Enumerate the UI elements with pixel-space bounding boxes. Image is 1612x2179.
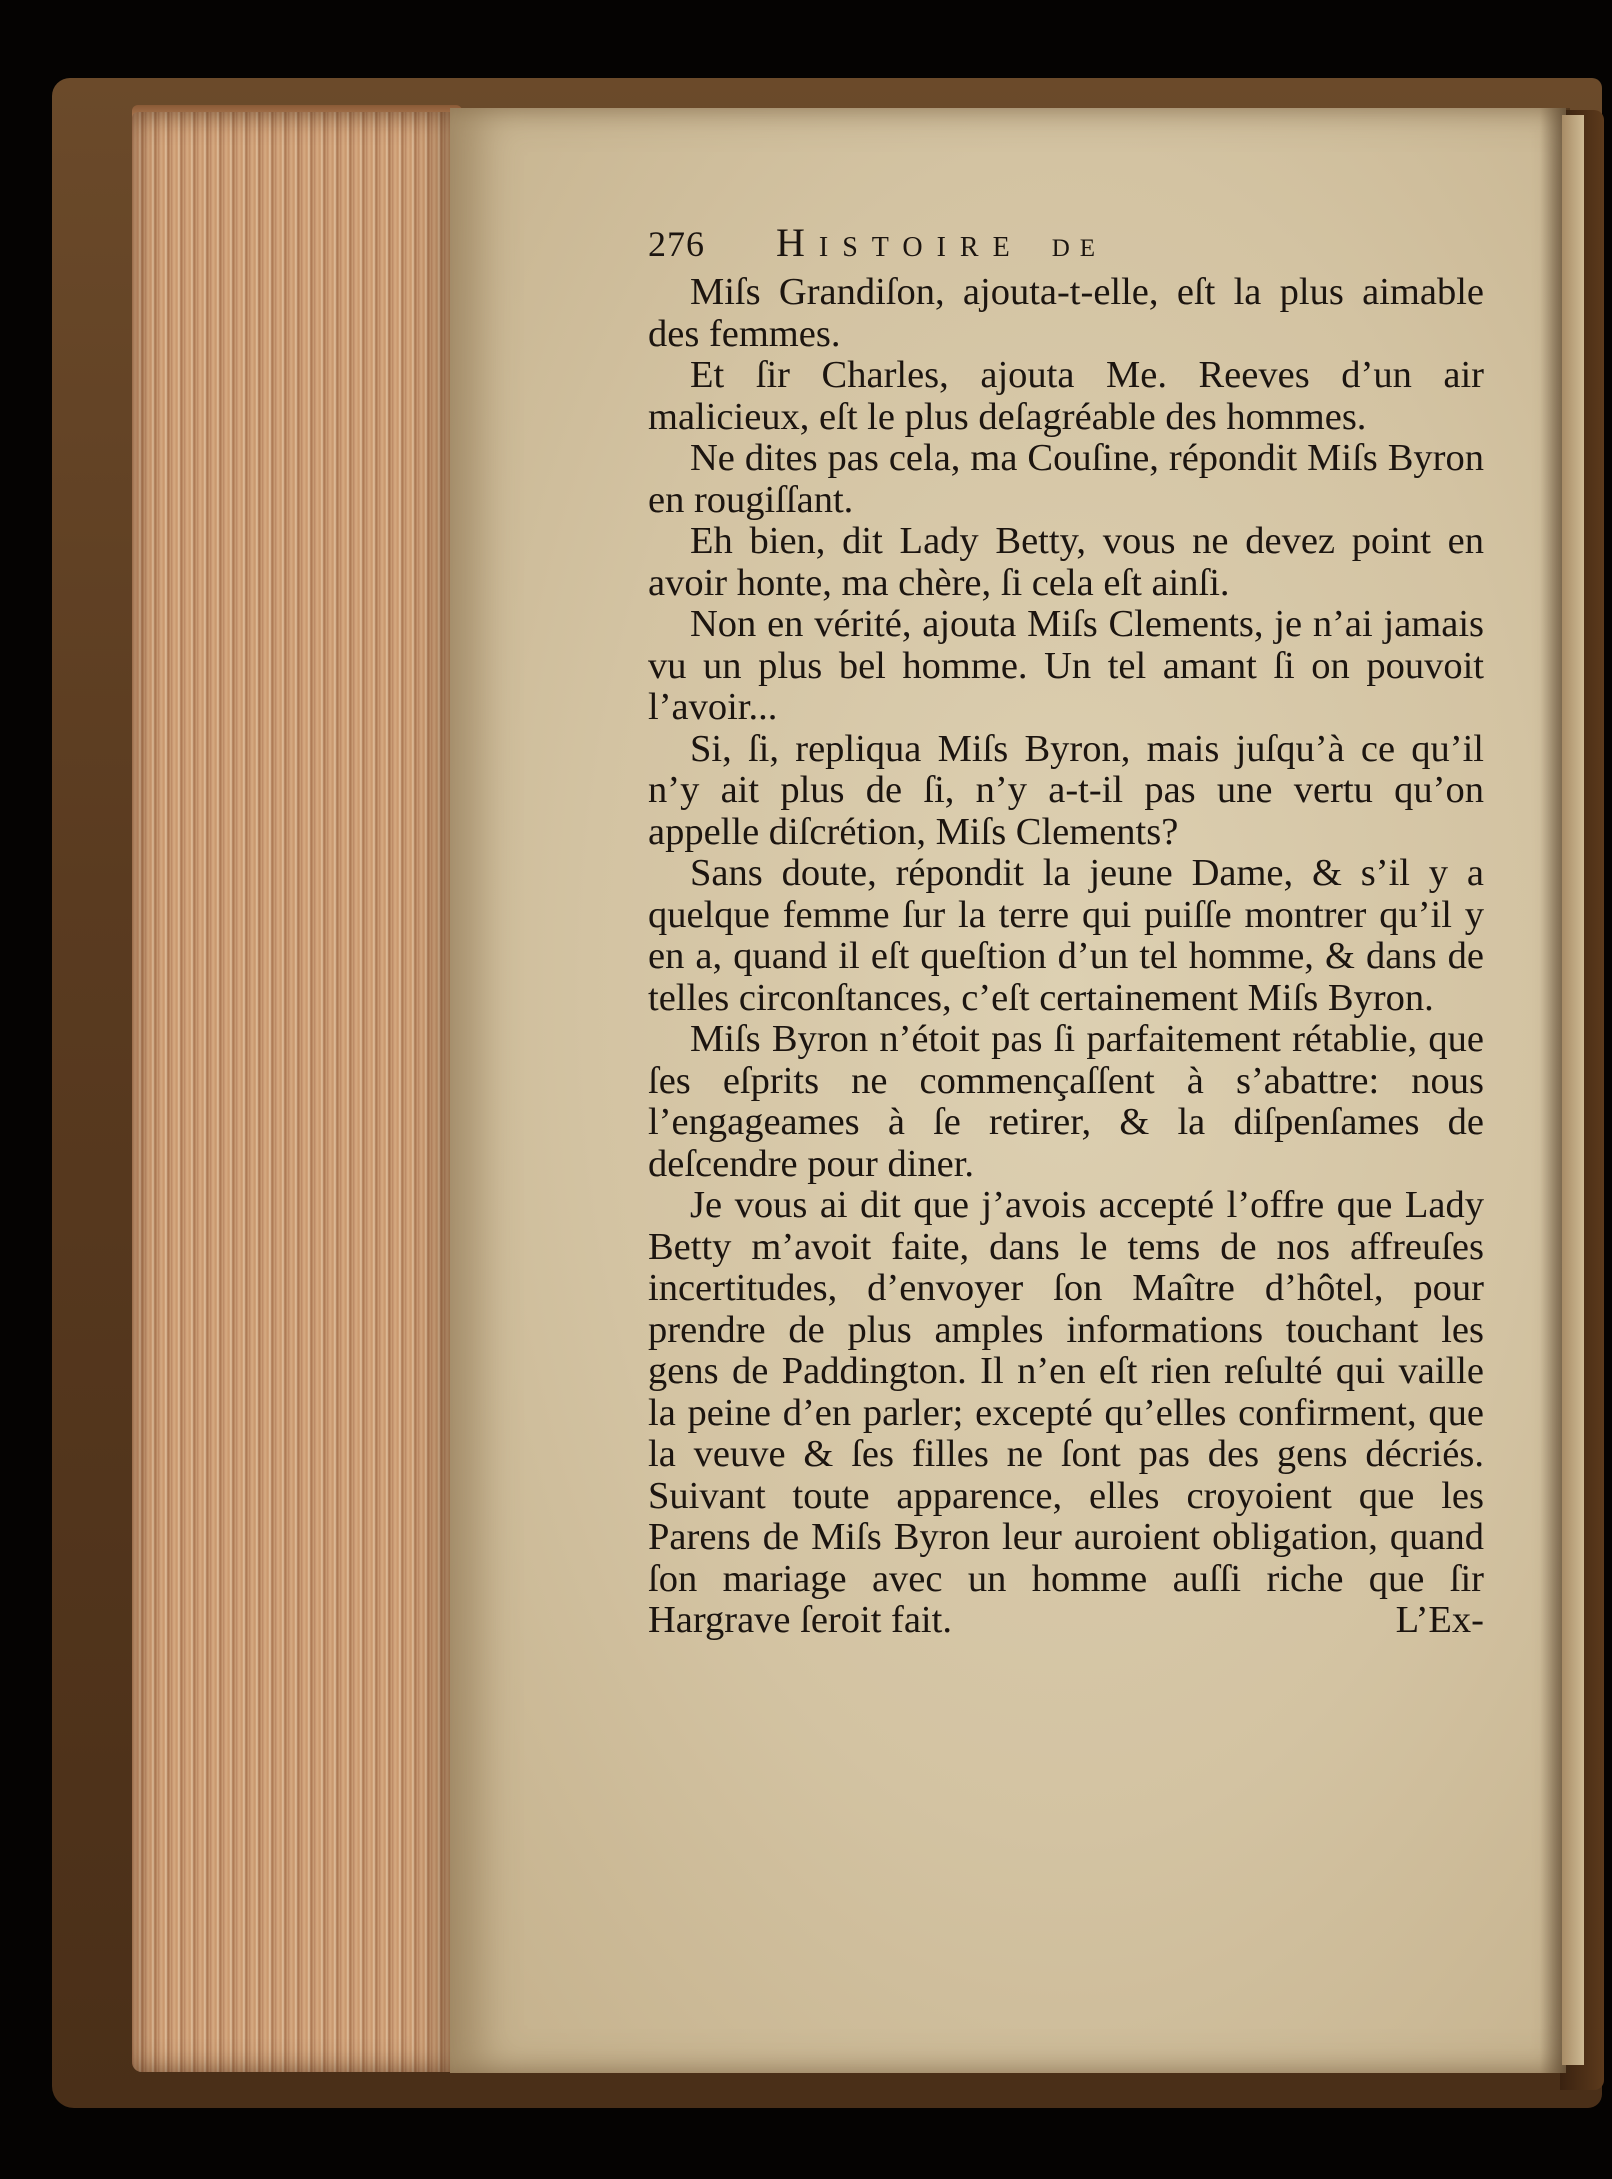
paragraph: Miſs Byron n’étoit pas ſi parfaitement rétablie, que ſes eſprits ne commençaſſent à s’abattre: nous l’engageames à ſe retirer, & la diſpenſames de deſcendre pour diner.: [648, 1018, 1484, 1185]
paragraph: Sans doute, répondit la jeune Dame, & s’il y a quelque femme ſur la terre qui puiſſe montrer qu’il y en a, quand il eſt queſtion d’un tel homme, & dans de telles circonſtances, c’eſt certainement Miſs Byron.: [648, 852, 1484, 1019]
paragraph: Ne dites pas cela, ma Couſine, répondit Miſs Byron en rougiſſant.: [648, 437, 1484, 521]
paragraph: Non en vérité, ajouta Miſs Clements, je n’ai jamais vu un plus bel homme. Un tel amant ſi on pouvoit l’avoir...: [648, 603, 1484, 728]
paragraph: Miſs Grandiſon, ajouta-t-elle, eſt la plus aimable des femmes.: [648, 271, 1484, 355]
catchword: L’Ex-: [1395, 1599, 1484, 1641]
running-head-word: de: [1051, 224, 1106, 264]
running-head-title: Histoire: [776, 220, 1024, 265]
running-head: [648, 222, 1484, 270]
facing-page-edge: [1562, 115, 1584, 2065]
paragraph: Et ſir Charles, ajouta Me. Reeves d’un air malicieux, eſt le plus deſagréable des hommes.: [648, 354, 1484, 438]
paragraph: Eh bien, dit Lady Betty, vous ne devez point en avoir honte, ma chère, ſi cela eſt ainſi.: [648, 520, 1484, 604]
page-number: 276: [648, 224, 705, 264]
page-text: [648, 222, 1484, 1642]
page-block-edges: [132, 112, 462, 2072]
paragraph: Je vous ai dit que j’avois accepté l’offre que Lady Betty m’avoit faite, dans le tems de nos affreuſes incertitudes, d’envoyer ſon Maître d’hôtel, pour prendre de plus amples informations touchant les gens de Paddington. Il n’en eſt rien reſulté qui vaille la peine d’en parler; excepté qu’elles confirment, que la veuve & ſes filles ne ſont pas des gens décriés. Suivant toute apparence, elles croyoient que les Parens de Miſs Byron leur auroient obligation, quand ſon mariage avec un homme auſſi riche que ſir Hargrave ſeroit fait.: [648, 1184, 1484, 1641]
paragraph: Si, ſi, repliqua Miſs Byron, mais juſqu’à ce qu’il n’y ait plus de ſi, n’y a-t-il pas une vertu qu’on appelle diſcrétion, Miſs Clements?: [648, 727, 1484, 853]
